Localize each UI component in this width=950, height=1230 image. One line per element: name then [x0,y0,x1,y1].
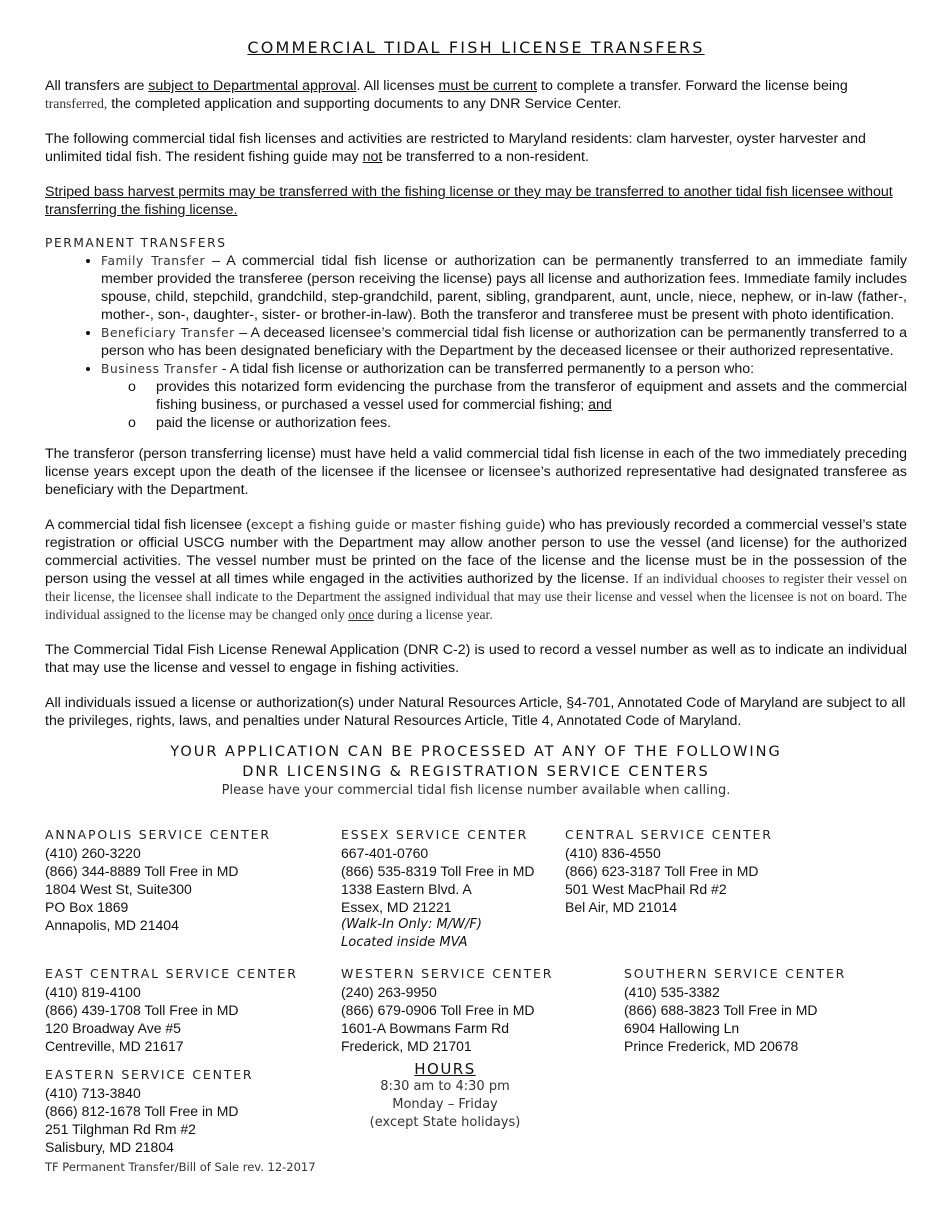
address-line: Prince Frederick, MD 20678 [624,1038,799,1054]
bullet-marker: o [128,379,136,395]
text-run: – A deceased licensee’s commercial tidal fish license or authorization can be permanently transferred to a person who has been designated beneficiary with the Department by the deceased licensee or their authorized representative. [101,325,907,359]
list-item [128,378,907,414]
vessel-paragraph [45,516,907,624]
address-line: Frederick, MD 21701 [341,1038,472,1054]
address-line: Essex, MD 21221 [341,899,452,915]
hours-heading: HOURS [414,1060,476,1078]
address-line: 501 West MacPhail Rd #2 [565,881,727,897]
phone: (410) 535-3382 [624,984,720,1000]
intro-paragraph-1 [45,77,907,113]
center-name: WESTERN SERVICE CENTER [341,966,554,981]
centers-heading-line-2: DNR LICENSING & REGISTRATION SERVICE CENTERS [242,764,710,780]
text-run: All transfers are [45,78,149,94]
annapolis-service-center [45,826,271,934]
text-run: the completed application and supporting documents to any DNR Service Center. [107,96,622,112]
toll-free-phone: (866) 679-0906 Toll Free in MD [341,1002,535,1018]
hours-time: 8:30 am to 4:30 pm [380,1079,510,1094]
intro-paragraph-2 [45,130,907,166]
text-run: transferred, [45,96,108,111]
text-run: to complete a transfer. Forward the license being [537,78,848,94]
address-line: PO Box 1869 [45,899,129,915]
address-line: 1338 Eastern Blvd. A [341,881,472,897]
text-run: - A tidal fish license or authorization can be transferred permanently to a person who: [217,361,755,377]
list-item-business-transfer [101,360,907,432]
phone: (240) 263-9950 [341,984,437,1000]
business-conditions-list [101,378,907,432]
hours-days: Monday – Friday [392,1097,498,1112]
centers-heading-line-1: YOUR APPLICATION CAN BE PROCESSED AT ANY OF THE FOLLOWING [170,744,782,760]
address-line: 1804 West St, Suite300 [45,881,192,897]
text-run: except a fishing guide or master fishing guide [250,517,541,532]
phone: (410) 836-4550 [565,845,661,861]
western-service-center [341,965,553,1055]
address-line: 251 Tilghman Rd Rm #2 [45,1121,196,1137]
document-page [45,38,907,800]
transfer-label: Family Transfer [101,254,206,268]
text-run: be transferred to a non-resident. [382,149,589,165]
page-title: COMMERCIAL TIDAL FISH LICENSE TRANSFERS [247,38,705,57]
text-run: – A commercial tidal fish license or authorization can be permanently transferred to an immediate family member provided the transferee (person receiving the license) pays all license and authorization fees. Immediate family includes spouse, child, stepchild, grandchild, step-grandchild, parent, sibling, grandparent, aunt, uncle, niece, nephew, or in-law (father-, mother-, son-, daughter-, sister- or brother-in-law). Both the transferor and transferee must be present with photo identification. [101,253,908,323]
toll-free-phone: (866) 812-1678 Toll Free in MD [45,1103,239,1119]
address-line: 1601-A Bowmans Farm Rd [341,1020,510,1036]
toll-free-phone: (866) 535-8319 Toll Free in MD [341,863,535,879]
permanent-transfers-heading: PERMANENT TRANSFERS [45,236,227,250]
toll-free-phone: (866) 688-3823 Toll Free in MD [624,1002,818,1018]
text-run: . All licenses [356,78,439,94]
center-name: ANNAPOLIS SERVICE CENTER [45,827,271,842]
phone: (410) 819-4100 [45,984,141,1000]
center-name: EAST CENTRAL SERVICE CENTER [45,966,298,981]
transferor-requirement-paragraph: The transferor (person transferring license) must have held a valid commercial tidal fish license in each of the two immediately preceding license years except upon the death of the licensee if the licensee or licensee’s authorized representative had designated transferee as beneficiary with the Department. [45,446,907,498]
address-line: Annapolis, MD 21404 [45,917,179,933]
text-run: not [362,149,383,165]
text-run: provides this notarized form evidencing the purchase from the transferor of equipment and assets and the commercial fishing business, or purchased a vessel used for commercial fishing; [156,379,907,413]
striped-bass-note: Striped bass harvest permits may be transferred with the fishing license or they may be transferred to another tidal fish licensee without transferring the fishing license. [45,184,893,218]
location-note: Located inside MVA [341,935,468,950]
text-run: ) who has previously recorded a commercial vessel’s state registration or official USCG number with the Department may allow another person to use the vessel (and license) for the authorized commercial activities. The vessel number must be printed on the face of the license and the license must be in the possession of the person using the vessel at all times while engaged in the activities authorized by the license. [45,517,908,587]
text-run: If an individual chooses to register their vessel on their license, the licensee shall indicate to the Department the assigned individual that may use their license and vessel when the licensee is not on board. The individual assigned to the license may be changed only [45,571,907,622]
text-run: once [348,607,374,622]
essex-service-center [341,826,535,952]
text-run: and [588,397,612,413]
phone: (410) 713-3840 [45,1085,141,1101]
text-run: paid the license or authorization fees. [156,415,392,431]
central-service-center [565,826,773,916]
text-run: The following commercial tidal fish licenses and activities are restricted to Maryland residents: clam harvester, oyster harvester and unlimited tidal fish. The resident fishing guide may [45,131,866,165]
eastern-service-center [45,1066,253,1156]
transfer-label: Business Transfer [101,362,218,376]
phone: 667-401-0760 [341,845,429,861]
legal-paragraph: All individuals issued a license or authorization(s) under Natural Resources Article, §4-701, Annotated Code of Maryland are subject to all the privileges, rights, laws, and penalties under Natural Resources Article, Title 4, Annotated Code of Maryland. [45,695,906,729]
center-name: CENTRAL SERVICE CENTER [565,827,773,842]
center-name: SOUTHERN SERVICE CENTER [624,966,847,981]
list-item [128,414,907,432]
toll-free-phone: (866) 623-3187 Toll Free in MD [565,863,759,879]
transfer-types-list [45,252,907,432]
hours-exception: (except State holidays) [369,1115,521,1130]
list-item-beneficiary-transfer [101,324,907,360]
text-run: subject to Departmental approval [148,78,357,94]
address-line: Centreville, MD 21617 [45,1038,184,1054]
text-run: A commercial tidal fish licensee ( [45,517,251,533]
address-line: 120 Broadway Ave #5 [45,1020,181,1036]
walk-in-note: (Walk-In Only: M/W/F) [341,917,482,932]
center-name: EASTERN SERVICE CENTER [45,1067,254,1082]
southern-service-center [624,965,846,1055]
address-line: Salisbury, MD 21804 [45,1139,174,1155]
toll-free-phone: (866) 344-8889 Toll Free in MD [45,863,239,879]
text-run: during a license year. [373,607,493,622]
form-footer: TF Permanent Transfer/Bill of Sale rev. 12-2017 [45,1160,316,1174]
phone: (410) 260-3220 [45,845,141,861]
center-name: ESSEX SERVICE CENTER [341,827,529,842]
text-run: must be current [438,78,538,94]
address-line: 6904 Hallowing Ln [624,1020,740,1036]
bullet-marker: o [128,415,136,431]
office-hours [345,1060,545,1132]
east-central-service-center [45,965,298,1055]
address-line: Bel Air, MD 21014 [565,899,678,915]
list-item-family-transfer [101,252,907,324]
centers-note: Please have your commercial tidal fish license number available when calling. [221,783,731,798]
renewal-application-paragraph: The Commercial Tidal Fish License Renewal Application (DNR C-2) is used to record a vessel number as well as to indicate an individual that may use the license and vessel to engage in fishing activities. [45,642,907,676]
toll-free-phone: (866) 439-1708 Toll Free in MD [45,1002,239,1018]
transfer-label: Beneficiary Transfer [101,326,235,340]
